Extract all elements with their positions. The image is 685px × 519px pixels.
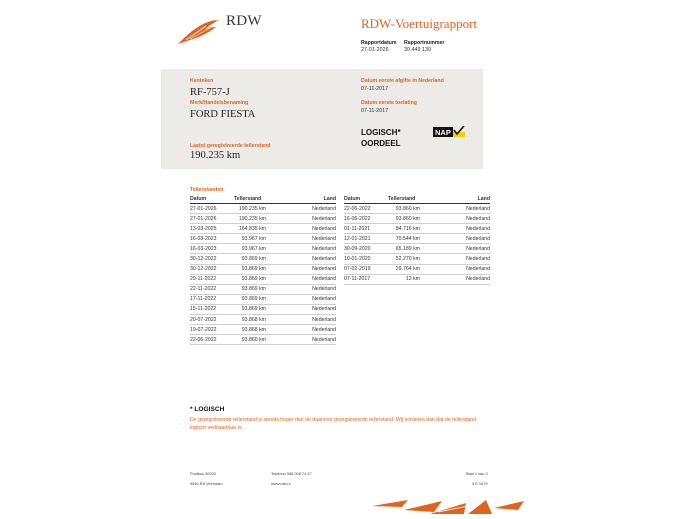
table-row [344,204,490,214]
datum-cell: 30-09-2020 [344,244,388,254]
kenteken-value: RF-757-J [190,87,230,98]
rdw-logo [176,18,220,46]
merk-value: FORD FIESTA [190,109,256,120]
tellerstand-cell: 93.869 km [234,264,266,274]
land-cell: Nederland [420,204,490,214]
nap-logo [433,126,466,139]
land-cell: Nederland [266,234,336,244]
footer-website: www.rdw.nl [271,481,291,486]
datum-cell: 16-03-2023 [190,234,234,244]
land-cell: Nederland [266,244,336,254]
toelating-value: 07-11-2017 [361,108,389,114]
datum-cell: 10-01-2020 [344,254,388,264]
land-cell: Nederland [420,254,490,264]
table-row [344,224,490,234]
datum-cell: 16-06-2022 [344,214,388,224]
tellerstand-cell: 190.235 km [234,214,266,224]
datum-cell: 19-07-2022 [190,325,234,335]
oordeel-text [361,128,401,149]
datum-cell: 30-12-2022 [190,264,234,274]
datum-cell: 30-12-2022 [190,254,234,264]
nap-text: NAP [435,128,451,137]
footer-telefoon: Telefoon 088 008 74 47 [271,471,312,476]
col-tellerstand: Tellerstand [388,195,420,204]
col-tellerstand: Tellerstand [234,195,266,204]
footer-blad: Blad 1 van 3 [466,471,488,476]
footer-postbus: Postbus 30000 [190,471,216,476]
datum-cell: 20-07-2022 [190,315,234,325]
decorative-stripes [368,498,528,514]
afgifte-label: Datum eerste afgifte in Nederland [361,78,444,84]
oordeel-line2: OORDEEL [361,138,401,148]
tellerstand-cell: 93.869 km [234,254,266,264]
afgifte-value: 07-11-2017 [361,86,389,92]
rapportdatum-value: 27-01-2026 [361,47,389,53]
datum-cell: 07-02-2019 [344,264,388,274]
footer-address: 9640 RA Veendam [190,481,223,486]
land-cell: Nederland [420,234,490,244]
land-cell: Nederland [266,294,336,304]
datum-cell: 22-06-2022 [344,204,388,214]
tellerstand-cell: 93.868 km [234,315,266,325]
tellerstand-label: Laatst geregistreerde tellerstand [190,143,271,149]
datum-cell: 01-11-2021 [344,224,388,234]
col-datum: Datum [190,195,234,204]
land-cell: Nederland [420,224,490,234]
table-row [190,244,336,254]
toelating-label: Datum eerste toelating [361,100,417,106]
rapportdatum-label: Rapportdatum [361,40,397,46]
footer-code: 3 E 1679 [472,481,488,486]
datum-cell: 22-11-2022 [190,284,234,294]
land-cell: Nederland [266,264,336,274]
tellerstanden-title: Tellerstanden [190,187,224,193]
report-title: RDW-Voertuigrapport [361,16,478,31]
tellerstand-cell: 12 km [388,274,420,284]
table-row [344,244,490,254]
table-row [190,224,336,234]
land-cell: Nederland [266,214,336,224]
datum-cell: 22-06-2022 [190,335,234,345]
table-row [190,234,336,244]
land-cell: Nederland [266,304,336,314]
table-row [190,214,336,224]
land-cell: Nederland [266,274,336,284]
table-header-row [190,195,336,204]
datum-cell: 15-11-2022 [190,304,234,314]
tellerstand-cell: 93.860 km [388,214,420,224]
land-cell: Nederland [266,315,336,325]
land-cell: Nederland [266,335,336,345]
table-row [190,315,336,325]
tellerstanden-table-left [190,195,336,345]
tellerstand-cell: 93.869 km [234,304,266,314]
note-title: * LOGISCH [190,406,225,413]
table-row [190,335,336,345]
rdw-logo-icon [176,18,220,46]
land-cell: Nederland [420,264,490,274]
land-cell: Nederland [266,325,336,335]
datum-cell: 17-11-2022 [190,294,234,304]
table-row [190,254,336,264]
table-row [190,304,336,314]
nap-logo-icon [433,126,466,139]
land-cell: Nederland [266,284,336,294]
brand-stripes-icon [368,498,528,514]
tellerstand-cell: 93.869 km [234,284,266,294]
tellerstand-cell: 84.716 km [388,224,420,234]
logo-text: RDW [226,13,262,29]
tellerstand-cell: 93.967 km [234,244,266,254]
land-cell: Nederland [266,224,336,234]
tellerstand-cell: 65.189 km [388,244,420,254]
table-row [344,274,490,284]
tellerstand-value: 190.235 km [190,150,241,161]
tellerstanden-table-right [344,195,490,285]
col-land: Land [266,195,336,204]
col-land: Land [420,195,490,204]
tellerstand-cell: 164.835 km [234,224,266,234]
datum-cell: 27-01-2026 [190,214,234,224]
land-cell: Nederland [420,274,490,284]
table-row [344,254,490,264]
tellerstand-cell: 70.544 km [388,234,420,244]
table-row [190,284,336,294]
rapportnummer-label: Rapportnummer [404,40,445,46]
tellerstand-cell: 29.764 km [388,264,420,274]
col-datum: Datum [344,195,388,204]
datum-cell: 13-03-2025 [190,224,234,234]
table-header-row [344,195,490,204]
datum-cell: 12-01-2021 [344,234,388,244]
table-row [344,214,490,224]
tellerstand-cell: 93.967 km [234,234,266,244]
table-row [190,264,336,274]
table-row [190,325,336,335]
datum-cell: 29-11-2022 [190,274,234,284]
tellerstand-cell: 93.860 km [234,335,266,345]
tellerstand-cell: 93.869 km [234,294,266,304]
tellerstand-cell: 93.869 km [234,274,266,284]
tellerstand-cell: 190.235 km [234,204,266,214]
land-cell: Nederland [420,214,490,224]
datum-cell: 27-01-2026 [190,204,234,214]
table-row [190,274,336,284]
datum-cell: 16-03-2023 [190,244,234,254]
land-cell: Nederland [420,244,490,254]
rapportnummer-value: 30.449.130 [404,47,431,53]
tellerstand-cell: 93.868 km [234,325,266,335]
table-row [190,294,336,304]
table-row [190,204,336,214]
kenteken-label: Kenteken [190,78,214,84]
table-row [344,234,490,244]
merk-label: Merk/Handelsbenaming [190,100,249,106]
tellerstand-cell: 93.860 km [388,204,420,214]
land-cell: Nederland [266,204,336,214]
table-row [344,264,490,274]
datum-cell: 07-11-2017 [344,274,388,284]
land-cell: Nederland [266,254,336,264]
note-text: De geregistreerde tellerstand is steeds hoger dan de daarvoor geregistreerde tellerstand. Wij oordelen dan dat de tellerstand logisch verklaarbaar is. [190,417,477,431]
oordeel-line1: LOGISCH* [361,128,401,137]
tellerstand-cell: 52.270 km [388,254,420,264]
